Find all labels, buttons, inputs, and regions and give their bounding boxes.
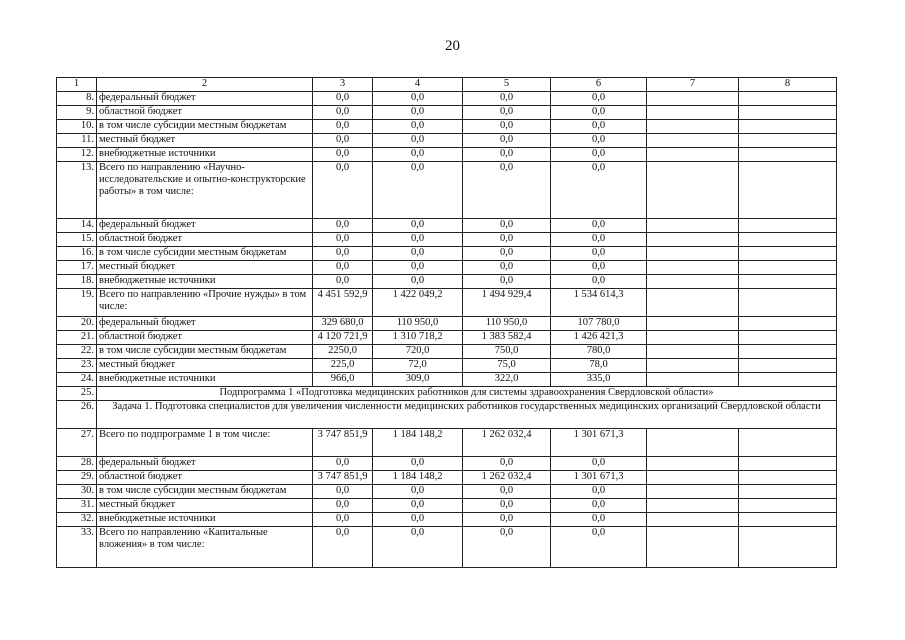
table-row <box>57 317 837 331</box>
row-number-cell: 13. <box>57 162 97 219</box>
value-cell: 0,0 <box>551 261 647 275</box>
empty-cell-col8 <box>739 148 837 162</box>
row-name-cell: областной бюджет <box>97 331 313 345</box>
budget-table <box>56 77 837 568</box>
row-number-cell: 33. <box>57 527 97 568</box>
empty-cell-col8 <box>739 485 837 499</box>
row-name-cell: областной бюджет <box>97 106 313 120</box>
row-number-cell: 15. <box>57 233 97 247</box>
value-cell: 0,0 <box>463 134 551 148</box>
value-cell: 1 184 148,2 <box>373 471 463 485</box>
table-row <box>57 120 837 134</box>
value-cell: 1 262 032,4 <box>463 429 551 457</box>
table-row <box>57 162 837 219</box>
value-cell: 0,0 <box>313 261 373 275</box>
value-cell: 0,0 <box>551 247 647 261</box>
value-cell: 0,0 <box>373 485 463 499</box>
empty-cell-col8 <box>739 429 837 457</box>
empty-cell-col8 <box>739 373 837 387</box>
empty-cell-col7 <box>647 345 739 359</box>
value-cell: 0,0 <box>313 513 373 527</box>
empty-cell-col7 <box>647 359 739 373</box>
value-cell: 0,0 <box>373 275 463 289</box>
row-name-cell: в том числе субсидии местным бюджетам <box>97 120 313 134</box>
value-cell: 3 747 851,9 <box>313 471 373 485</box>
row-number-cell: 31. <box>57 499 97 513</box>
table-row <box>57 401 837 429</box>
value-cell: 1 494 929,4 <box>463 289 551 317</box>
value-cell: 0,0 <box>551 106 647 120</box>
empty-cell-col7 <box>647 275 739 289</box>
row-name-cell: областной бюджет <box>97 233 313 247</box>
value-cell: 0,0 <box>551 120 647 134</box>
value-cell: 0,0 <box>373 148 463 162</box>
value-cell: 0,0 <box>313 92 373 106</box>
value-cell: 0,0 <box>551 134 647 148</box>
table-row <box>57 92 837 106</box>
row-number-cell: 23. <box>57 359 97 373</box>
row-number-cell: 10. <box>57 120 97 134</box>
value-cell: 0,0 <box>313 457 373 471</box>
empty-cell-col7 <box>647 148 739 162</box>
row-name-cell: в том числе субсидии местным бюджетам <box>97 345 313 359</box>
table-row <box>57 219 837 233</box>
row-number-cell: 22. <box>57 345 97 359</box>
value-cell: 0,0 <box>463 275 551 289</box>
table-row <box>57 499 837 513</box>
table-row <box>57 331 837 345</box>
value-cell: 0,0 <box>551 92 647 106</box>
value-cell: 0,0 <box>373 233 463 247</box>
row-number-cell: 21. <box>57 331 97 345</box>
row-number-cell: 32. <box>57 513 97 527</box>
value-cell: 0,0 <box>313 134 373 148</box>
value-cell: 0,0 <box>313 162 373 219</box>
value-cell: 1 301 671,3 <box>551 471 647 485</box>
empty-cell-col8 <box>739 527 837 568</box>
row-name-cell: Всего по направлению «Капитальные вложения» в том числе: <box>97 527 313 568</box>
row-name-cell: Всего по подпрограмме 1 в том числе: <box>97 429 313 457</box>
value-cell: 0,0 <box>373 162 463 219</box>
page-number: 20 <box>445 38 460 54</box>
table-row <box>57 148 837 162</box>
table-row <box>57 513 837 527</box>
value-cell: 0,0 <box>373 106 463 120</box>
value-cell: 110 950,0 <box>373 317 463 331</box>
value-cell: 0,0 <box>373 92 463 106</box>
value-cell: 309,0 <box>373 373 463 387</box>
value-cell: 335,0 <box>551 373 647 387</box>
table-row <box>57 275 837 289</box>
value-cell: 0,0 <box>551 485 647 499</box>
value-cell: 0,0 <box>463 148 551 162</box>
empty-cell-col7 <box>647 317 739 331</box>
row-number-cell: 18. <box>57 275 97 289</box>
empty-cell-col8 <box>739 233 837 247</box>
value-cell: 750,0 <box>463 345 551 359</box>
empty-cell-col8 <box>739 471 837 485</box>
empty-cell-col8 <box>739 261 837 275</box>
row-number-cell: 28. <box>57 457 97 471</box>
value-cell: 0,0 <box>463 219 551 233</box>
table-row <box>57 247 837 261</box>
empty-cell-col8 <box>739 120 837 134</box>
value-cell: 0,0 <box>551 148 647 162</box>
value-cell: 0,0 <box>463 120 551 134</box>
empty-cell-col8 <box>739 106 837 120</box>
row-number-cell: 19. <box>57 289 97 317</box>
row-number-cell: 16. <box>57 247 97 261</box>
value-cell: 4 120 721,9 <box>313 331 373 345</box>
row-number-cell: 27. <box>57 429 97 457</box>
header-cell: 4 <box>373 78 463 92</box>
empty-cell-col7 <box>647 373 739 387</box>
empty-cell-col8 <box>739 317 837 331</box>
value-cell: 0,0 <box>373 457 463 471</box>
empty-cell-col7 <box>647 92 739 106</box>
value-cell: 0,0 <box>463 247 551 261</box>
row-name-cell: федеральный бюджет <box>97 219 313 233</box>
value-cell: 0,0 <box>463 92 551 106</box>
row-number-cell: 12. <box>57 148 97 162</box>
row-name-cell: областной бюджет <box>97 471 313 485</box>
row-name-cell: Всего по направлению «Прочие нужды» в том числе: <box>97 289 313 317</box>
row-number-cell: 14. <box>57 219 97 233</box>
value-cell: 2250,0 <box>313 345 373 359</box>
value-cell: 0,0 <box>463 499 551 513</box>
table-row <box>57 527 837 568</box>
header-cell: 5 <box>463 78 551 92</box>
value-cell: 0,0 <box>313 148 373 162</box>
value-cell: 0,0 <box>373 219 463 233</box>
value-cell: 1 534 614,3 <box>551 289 647 317</box>
row-name-cell: местный бюджет <box>97 261 313 275</box>
value-cell: 1 426 421,3 <box>551 331 647 345</box>
empty-cell-col7 <box>647 527 739 568</box>
value-cell: 3 747 851,9 <box>313 429 373 457</box>
row-name-cell: в том числе субсидии местным бюджетам <box>97 485 313 499</box>
value-cell: 1 422 049,2 <box>373 289 463 317</box>
empty-cell-col7 <box>647 120 739 134</box>
value-cell: 0,0 <box>313 233 373 247</box>
header-cell: 1 <box>57 78 97 92</box>
empty-cell-col8 <box>739 513 837 527</box>
row-number-cell: 26. <box>57 401 97 429</box>
empty-cell-col7 <box>647 106 739 120</box>
value-cell: 0,0 <box>313 275 373 289</box>
header-cell: 7 <box>647 78 739 92</box>
empty-cell-col8 <box>739 289 837 317</box>
value-cell: 110 950,0 <box>463 317 551 331</box>
row-number-cell: 9. <box>57 106 97 120</box>
value-cell: 0,0 <box>373 247 463 261</box>
row-name-cell: внебюджетные источники <box>97 148 313 162</box>
header-cell: 2 <box>97 78 313 92</box>
table-row <box>57 359 837 373</box>
row-name-cell: внебюджетные источники <box>97 373 313 387</box>
value-cell: 0,0 <box>313 106 373 120</box>
empty-cell-col7 <box>647 457 739 471</box>
value-cell: 0,0 <box>463 485 551 499</box>
value-cell: 0,0 <box>313 120 373 134</box>
row-name-cell: федеральный бюджет <box>97 92 313 106</box>
empty-cell-col7 <box>647 499 739 513</box>
row-number-cell: 24. <box>57 373 97 387</box>
table-row <box>57 345 837 359</box>
value-cell: 0,0 <box>463 513 551 527</box>
table-body <box>57 78 837 568</box>
value-cell: 0,0 <box>463 261 551 275</box>
row-name-cell: федеральный бюджет <box>97 317 313 331</box>
table-row <box>57 471 837 485</box>
section-title-cell: Подпрограмма 1 «Подготовка медицинских работников для системы здравоохранения Свердловской области» <box>97 387 837 401</box>
table-row <box>57 387 837 401</box>
value-cell: 0,0 <box>463 106 551 120</box>
row-number-cell: 25. <box>57 387 97 401</box>
value-cell: 0,0 <box>313 499 373 513</box>
empty-cell-col8 <box>739 134 837 148</box>
table-row <box>57 429 837 457</box>
empty-cell-col8 <box>739 247 837 261</box>
empty-cell-col8 <box>739 499 837 513</box>
empty-cell-col7 <box>647 219 739 233</box>
empty-cell-col7 <box>647 429 739 457</box>
value-cell: 0,0 <box>551 499 647 513</box>
empty-cell-col7 <box>647 331 739 345</box>
value-cell: 75,0 <box>463 359 551 373</box>
empty-cell-col8 <box>739 275 837 289</box>
value-cell: 107 780,0 <box>551 317 647 331</box>
row-name-cell: местный бюджет <box>97 359 313 373</box>
row-name-cell: внебюджетные источники <box>97 513 313 527</box>
empty-cell-col8 <box>739 219 837 233</box>
empty-cell-col8 <box>739 92 837 106</box>
header-cell: 6 <box>551 78 647 92</box>
empty-cell-col7 <box>647 162 739 219</box>
empty-cell-col8 <box>739 345 837 359</box>
value-cell: 0,0 <box>373 120 463 134</box>
row-number-cell: 17. <box>57 261 97 275</box>
value-cell: 1 383 582,4 <box>463 331 551 345</box>
value-cell: 329 680,0 <box>313 317 373 331</box>
empty-cell-col7 <box>647 471 739 485</box>
value-cell: 0,0 <box>373 513 463 527</box>
table-row <box>57 485 837 499</box>
value-cell: 72,0 <box>373 359 463 373</box>
value-cell: 0,0 <box>463 233 551 247</box>
value-cell: 0,0 <box>463 527 551 568</box>
value-cell: 225,0 <box>313 359 373 373</box>
value-cell: 0,0 <box>313 527 373 568</box>
value-cell: 0,0 <box>463 457 551 471</box>
row-name-cell: Всего по направлению «Научно-исследовательские и опытно-конструкторские работы» в том числе: <box>97 162 313 219</box>
empty-cell-col7 <box>647 247 739 261</box>
value-cell: 322,0 <box>463 373 551 387</box>
empty-cell-col8 <box>739 457 837 471</box>
row-name-cell: местный бюджет <box>97 499 313 513</box>
table-header-row <box>57 78 837 92</box>
value-cell: 0,0 <box>373 261 463 275</box>
empty-cell-col7 <box>647 485 739 499</box>
value-cell: 0,0 <box>373 134 463 148</box>
empty-cell-col8 <box>739 331 837 345</box>
value-cell: 0,0 <box>463 162 551 219</box>
value-cell: 78,0 <box>551 359 647 373</box>
value-cell: 966,0 <box>313 373 373 387</box>
value-cell: 4 451 592,9 <box>313 289 373 317</box>
value-cell: 0,0 <box>373 527 463 568</box>
value-cell: 0,0 <box>551 275 647 289</box>
section-title-cell: Задача 1. Подготовка специалистов для увеличения численности медицинских работников государственных медицинских организаций Свердловской области <box>97 401 837 429</box>
table-row <box>57 373 837 387</box>
value-cell: 0,0 <box>313 485 373 499</box>
table-row <box>57 106 837 120</box>
row-name-cell: внебюджетные источники <box>97 275 313 289</box>
value-cell: 0,0 <box>373 499 463 513</box>
value-cell: 0,0 <box>551 219 647 233</box>
empty-cell-col8 <box>739 162 837 219</box>
value-cell: 0,0 <box>551 513 647 527</box>
table-row <box>57 233 837 247</box>
row-number-cell: 20. <box>57 317 97 331</box>
value-cell: 780,0 <box>551 345 647 359</box>
row-name-cell: местный бюджет <box>97 134 313 148</box>
value-cell: 0,0 <box>313 219 373 233</box>
table-row <box>57 261 837 275</box>
table-row <box>57 289 837 317</box>
header-cell: 3 <box>313 78 373 92</box>
value-cell: 1 184 148,2 <box>373 429 463 457</box>
value-cell: 720,0 <box>373 345 463 359</box>
value-cell: 1 301 671,3 <box>551 429 647 457</box>
row-name-cell: федеральный бюджет <box>97 457 313 471</box>
row-number-cell: 30. <box>57 485 97 499</box>
empty-cell-col7 <box>647 233 739 247</box>
row-number-cell: 11. <box>57 134 97 148</box>
header-cell: 8 <box>739 78 837 92</box>
value-cell: 0,0 <box>551 527 647 568</box>
table-row <box>57 134 837 148</box>
row-number-cell: 8. <box>57 92 97 106</box>
value-cell: 1 310 718,2 <box>373 331 463 345</box>
value-cell: 0,0 <box>551 162 647 219</box>
empty-cell-col8 <box>739 359 837 373</box>
empty-cell-col7 <box>647 261 739 275</box>
value-cell: 0,0 <box>551 233 647 247</box>
row-number-cell: 29. <box>57 471 97 485</box>
empty-cell-col7 <box>647 513 739 527</box>
value-cell: 0,0 <box>551 457 647 471</box>
table-row <box>57 457 837 471</box>
row-name-cell: в том числе субсидии местным бюджетам <box>97 247 313 261</box>
value-cell: 0,0 <box>313 247 373 261</box>
value-cell: 1 262 032,4 <box>463 471 551 485</box>
empty-cell-col7 <box>647 289 739 317</box>
empty-cell-col7 <box>647 134 739 148</box>
